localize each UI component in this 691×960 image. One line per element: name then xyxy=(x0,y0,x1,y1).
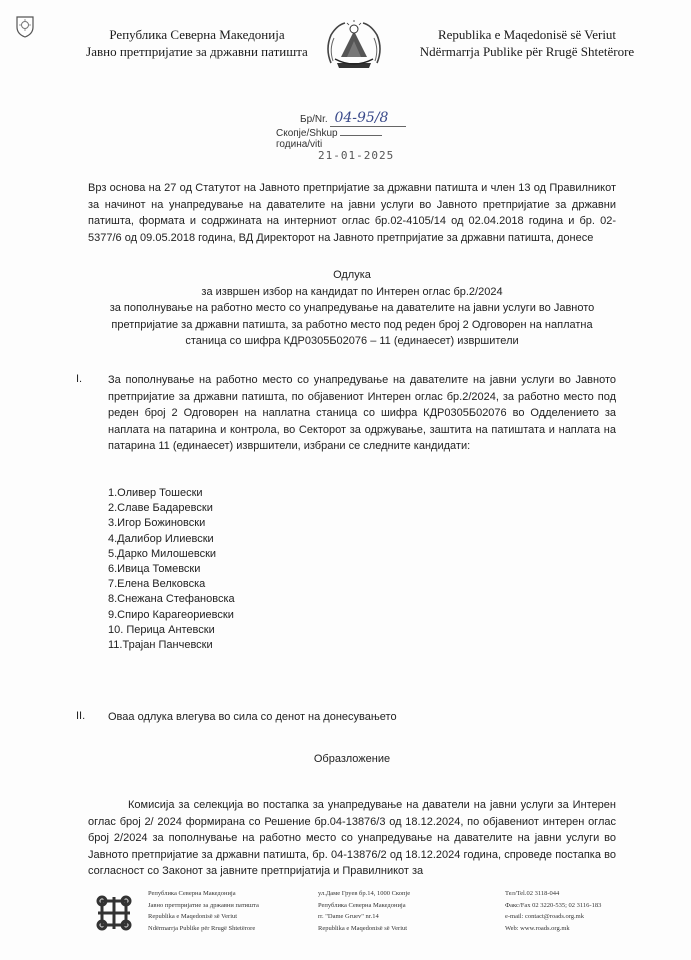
list-item: 7.Елена Велковска xyxy=(108,578,206,591)
rationale-title: Образложение xyxy=(313,753,391,765)
small-emblem-icon xyxy=(14,14,36,38)
list-item: 8.Снежана Стефановска xyxy=(108,593,235,606)
footer-col1 xyxy=(148,888,259,934)
footer-col1-line: Ndërmarrja Publike për Rrugë Shtetërore xyxy=(148,924,256,932)
list-item: 2.Славе Бадаревски xyxy=(108,502,213,515)
preamble-paragraph: Врз основа на 27 од Статутот на Јавното претпријатие за државни патишта и член 13 од Правилникот за начинот на унапредување на давателите на јавни услуги во Јавното претпријатие за државни патишта, формата и содржината на интерниот оглас бр.02-4105/14 од 02.04.2018 година и бр. 02-5377/6 од 09.05.2018 година, ВД Директорот на Јавното претпријатие за државни патишта, донесе xyxy=(88,182,616,244)
list-item: 4.Далибор Илиевски xyxy=(108,532,214,545)
year-blank-line xyxy=(340,135,382,136)
list-item: 1.Оливер Тошески xyxy=(108,487,203,499)
footer-col2-line: rr. "Dame Gruev" nr.14 xyxy=(318,913,379,920)
section1-numeral: I. xyxy=(76,373,83,385)
header-left xyxy=(72,26,322,60)
section2-paragraph: Оваа одлука влегува во сила со денот на донесувањето xyxy=(108,711,397,723)
footer-col2-line: Република Северна Македонија xyxy=(318,901,406,909)
footer-col1-line: Republika e Maqedonisë së Veriut xyxy=(148,913,238,920)
reference-number-label: Бр/Nr. xyxy=(300,114,328,125)
footer-col2-line: ул.Даме Груев бр.14, 1000 Скопје xyxy=(318,890,411,897)
decision-title: Одлука xyxy=(333,269,371,281)
header-left-line1: Република Северна Македонија xyxy=(109,27,285,42)
section2-numeral: II. xyxy=(76,710,86,722)
rationale-paragraph: Комисија за селекција во постапка за унапредување на даватели на јавни услуги за Интерен оглас број 2/ 2024 формирана со Решение бр.04-13876/3 од 18.12.2024, по објавениот интерен оглас број 2/2024 за пополнување на работно место со унапредување на давателите на јавни услуги во Јавното претпријатие за државни патишта, бр. 04-13876/2 од 18.12.2024 година, спроведе постапка во согласност со Законот за јавните претпријатија и Правилникот за xyxy=(88,799,616,877)
list-item: 11.Трајан Панчевски xyxy=(108,639,213,652)
footer-col2-line: Republika e Maqedonisë së Veriut xyxy=(318,924,408,932)
header-right-line1: Republika e Maqedonisë së Veriut xyxy=(437,27,617,42)
date-stamp: 21-01-2025 xyxy=(318,149,395,162)
list-item: 6.Ивица Томевски xyxy=(108,563,201,576)
reference-number-value: 04-95/8 xyxy=(330,110,406,127)
list-item: 9.Спиро Карагеориевски xyxy=(108,608,234,621)
decision-heading xyxy=(88,267,616,350)
year-label: година/viti xyxy=(276,139,323,150)
footer-col1-line: Јавно претпријатие за државни патишта xyxy=(148,901,259,909)
footer-col3 xyxy=(505,888,601,934)
list-item: 5.Дарко Милошевски xyxy=(108,547,217,560)
header-right-line2: Ndërmarrja Publike për Rrugë Shtetërore xyxy=(419,44,635,59)
place-label: Скопје/Shkup xyxy=(276,128,338,139)
footer-col1-line: Република Северна Македонија xyxy=(148,890,236,897)
section1-paragraph: За пополнување на работно место со унапредување на давателите на јавни услуги во Јавното претпријатие за државни патишта, по објавениот Интерен оглас бр.2/2024, за работно место под реден број 2 Одговорен на наплатна станица со шифра КДР0305Б02076 во Одделението за наплата на патарина и контрола, во Секторот за одржување, заштита на патиштата и наплата на патарина 11 (единаесет) извршители, избрани се следните кандидати: xyxy=(108,374,616,452)
candidate-list xyxy=(108,486,235,653)
footer-col2 xyxy=(318,888,410,934)
decision-line2: за пополнување на работно место со унапредување на давателите на јавни услуги во Јавното претпријатие за државни патишта, за работно место под реден број 2 Одговорен на наплатна станица со шифра КДР0305Б02076 – 11 (единаесет) извршители xyxy=(109,302,595,347)
header-left-line2: Јавно претпријатие за државни патишта xyxy=(86,44,308,59)
footer-col3-line: Web: www.roads.org.mk xyxy=(505,924,570,932)
header-right xyxy=(392,26,662,60)
decision-line1: за извршен избор на кандидат по Интерен оглас бр.2/2024 xyxy=(201,285,503,298)
list-item: 10. Перица Антевски xyxy=(108,623,215,636)
reference-block xyxy=(276,110,426,150)
footer-knot-logo-icon xyxy=(94,893,134,933)
footer-col3-line: Факс/Fax 02 3220-535; 02 3116-183 xyxy=(505,901,602,909)
footer-col3-line: e-mail: contact@roads.org.mk xyxy=(505,913,584,920)
coat-of-arms-icon xyxy=(323,19,385,73)
list-item: 3.Игор Божиновски xyxy=(108,517,206,530)
footer-col3-line: Тел/Tel.02 3118-044 xyxy=(505,890,560,897)
